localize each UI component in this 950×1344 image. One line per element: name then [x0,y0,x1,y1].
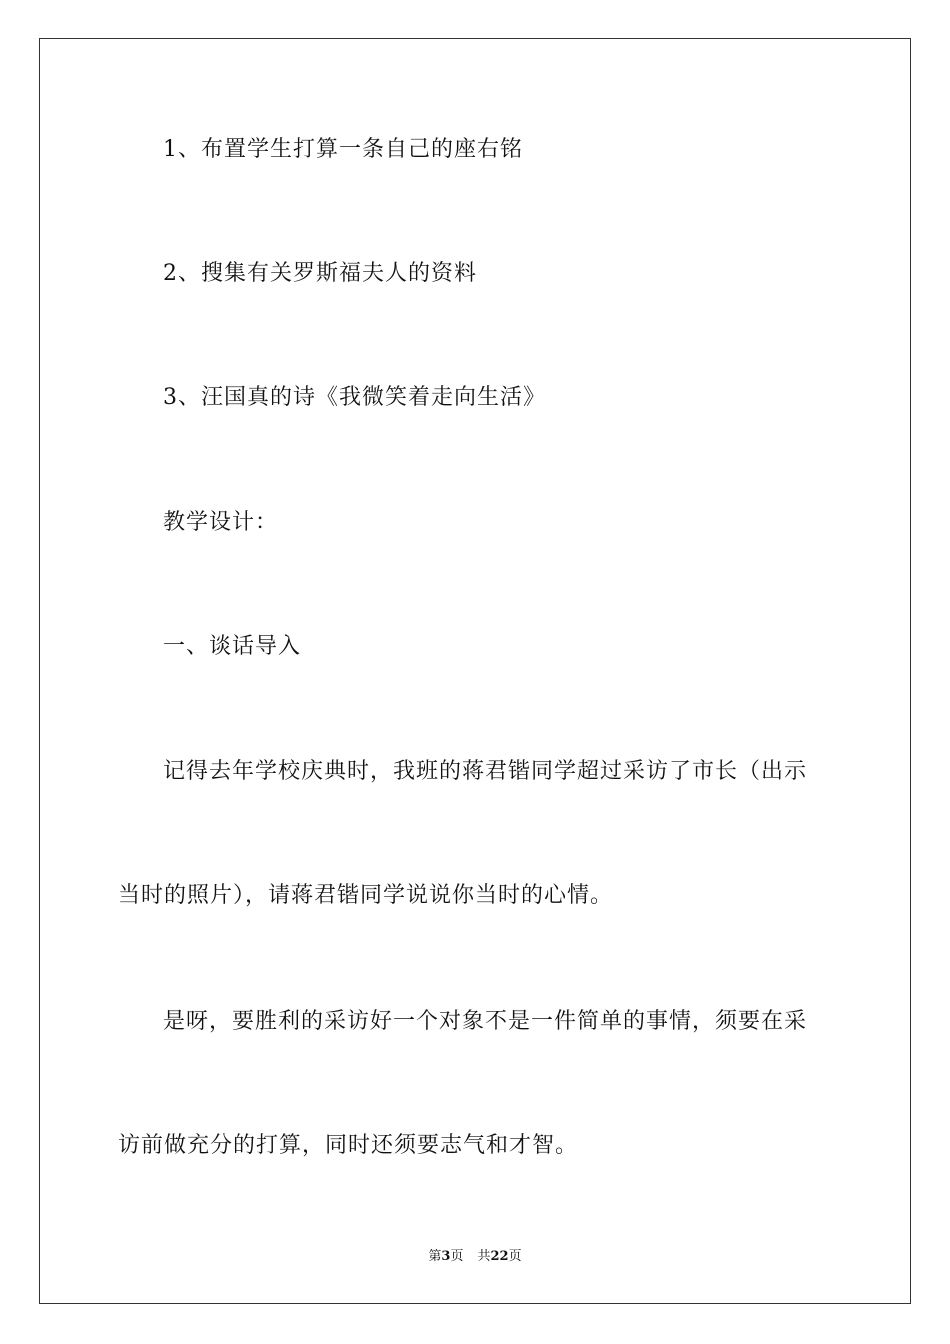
footer-page-suffix: 页 [450,1249,464,1264]
list-item-motto: 1、布置学生打算一条自己的座右铭 [163,137,523,162]
footer-total-suffix: 页 [508,1249,522,1264]
footer-prefix: 第 [428,1249,442,1264]
list-item-roosevelt: 2、搜集有关罗斯福夫人的资料 [163,261,477,286]
section-heading-teaching-design: 教学设计： [163,510,279,535]
list-item-poem: 3、汪国真的诗《我微笑着走向生活》 [163,385,546,410]
page-border [39,38,911,1304]
paragraph-1-line-1: 记得去年学校庆典时，我班的蒋君锴同学超过采访了市长（出示 [163,759,808,784]
section-heading-introduction: 一、谈话导入 [163,634,302,659]
total-pages-number: 22 [490,1249,509,1264]
current-page-number: 3 [441,1249,451,1264]
paragraph-2-line-2: 访前做充分的打算，同时还须要志气和才智。 [118,1133,579,1158]
paragraph-2-line-1: 是呀，要胜利的采访好一个对象不是一件简单的事情，须要在采 [163,1009,808,1034]
paragraph-1-line-2: 当时的照片），请蒋君锴同学说说你当时的心情。 [118,883,614,908]
page-footer [0,1248,950,1266]
footer-total-prefix: 共 [477,1249,491,1264]
